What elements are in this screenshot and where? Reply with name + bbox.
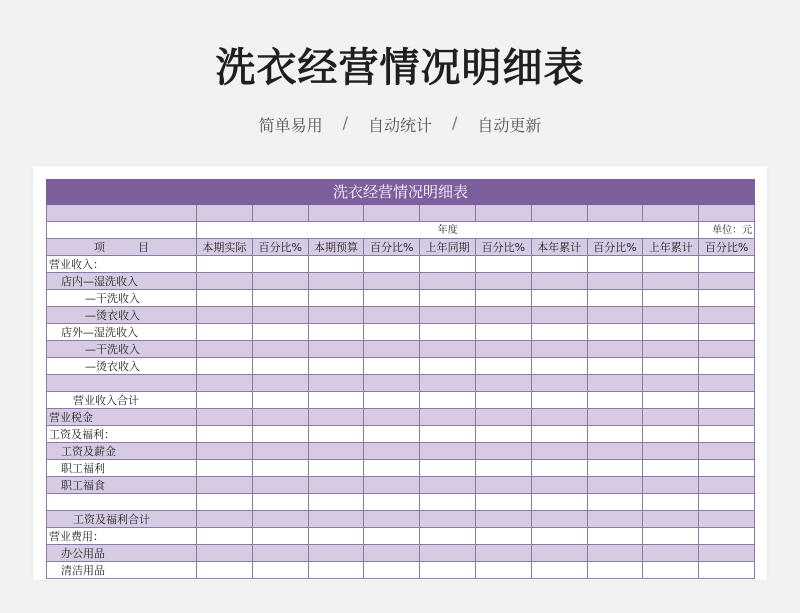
- cell[interactable]: [252, 545, 308, 562]
- cell[interactable]: [420, 273, 476, 290]
- row-label[interactable]: 工资及福利：: [47, 426, 197, 443]
- row-label[interactable]: 工资及薪金: [47, 443, 197, 460]
- cell[interactable]: [531, 273, 587, 290]
- cell[interactable]: [308, 528, 364, 545]
- cell[interactable]: [531, 426, 587, 443]
- cell[interactable]: [643, 477, 699, 494]
- cell[interactable]: [587, 562, 643, 579]
- cell[interactable]: [364, 545, 420, 562]
- cell[interactable]: [308, 256, 364, 273]
- cell[interactable]: [308, 290, 364, 307]
- cell[interactable]: [699, 273, 755, 290]
- cell[interactable]: [308, 307, 364, 324]
- row-label[interactable]: 工资及福利合计: [47, 511, 197, 528]
- cell[interactable]: [364, 426, 420, 443]
- cell[interactable]: [475, 545, 531, 562]
- cell[interactable]: [643, 562, 699, 579]
- cell[interactable]: [531, 409, 587, 426]
- cell[interactable]: [475, 392, 531, 409]
- cell[interactable]: [587, 545, 643, 562]
- cell[interactable]: [643, 358, 699, 375]
- tag-auto-update: 自动更新: [477, 116, 542, 135]
- cell[interactable]: [364, 562, 420, 579]
- cell[interactable]: [364, 307, 420, 324]
- cell[interactable]: [643, 375, 699, 392]
- cell[interactable]: [252, 562, 308, 579]
- row-label[interactable]: —烫衣收入: [47, 358, 197, 375]
- cell[interactable]: [643, 392, 699, 409]
- cell[interactable]: [197, 460, 253, 477]
- column-header[interactable]: 本期预算: [308, 239, 364, 256]
- cell[interactable]: [531, 443, 587, 460]
- cell[interactable]: [364, 341, 420, 358]
- cell[interactable]: [420, 511, 476, 528]
- cell[interactable]: [420, 426, 476, 443]
- cell[interactable]: [364, 273, 420, 290]
- cell[interactable]: [197, 409, 253, 426]
- year-row: [47, 222, 755, 239]
- cell[interactable]: [197, 307, 253, 324]
- cell[interactable]: [699, 290, 755, 307]
- cell[interactable]: [475, 409, 531, 426]
- cell[interactable]: [420, 324, 476, 341]
- spacer-row: [47, 205, 755, 222]
- cell[interactable]: [699, 494, 755, 511]
- cell[interactable]: [699, 477, 755, 494]
- cell[interactable]: [475, 477, 531, 494]
- year-label[interactable]: 年度: [197, 222, 699, 239]
- cell[interactable]: [531, 494, 587, 511]
- row-label[interactable]: [47, 375, 197, 392]
- cell[interactable]: [252, 341, 308, 358]
- cell[interactable]: [587, 324, 643, 341]
- row-label[interactable]: 店内—湿洗收入: [47, 273, 197, 290]
- cell[interactable]: [364, 409, 420, 426]
- cell[interactable]: [587, 273, 643, 290]
- column-header[interactable]: 百分比%: [475, 239, 531, 256]
- cell[interactable]: [252, 324, 308, 341]
- cell[interactable]: [420, 290, 476, 307]
- cell[interactable]: [475, 375, 531, 392]
- table-banner: 洗衣经营情况明细表: [47, 180, 755, 205]
- column-header[interactable]: 百分比%: [252, 239, 308, 256]
- cell[interactable]: [420, 409, 476, 426]
- cell[interactable]: [308, 392, 364, 409]
- cell[interactable]: [420, 528, 476, 545]
- cell[interactable]: [699, 528, 755, 545]
- tag-separator: /: [342, 113, 348, 132]
- row-label[interactable]: 店外—湿洗收入: [47, 324, 197, 341]
- cell[interactable]: [475, 562, 531, 579]
- cell[interactable]: [587, 358, 643, 375]
- cell[interactable]: [699, 375, 755, 392]
- row-label[interactable]: 营业税金: [47, 409, 197, 426]
- cell[interactable]: [475, 528, 531, 545]
- cell[interactable]: [587, 392, 643, 409]
- cell[interactable]: [475, 341, 531, 358]
- cell[interactable]: [587, 511, 643, 528]
- cell[interactable]: [587, 341, 643, 358]
- cell[interactable]: [643, 443, 699, 460]
- row-label[interactable]: —烫衣收入: [47, 307, 197, 324]
- cell[interactable]: [643, 545, 699, 562]
- cell[interactable]: [197, 426, 253, 443]
- cell[interactable]: [475, 205, 531, 222]
- table-row: [47, 562, 755, 579]
- cell[interactable]: [475, 324, 531, 341]
- cell[interactable]: [587, 409, 643, 426]
- cell[interactable]: [643, 205, 699, 222]
- table-row: [47, 392, 755, 409]
- item-header[interactable]: 项 目: [47, 239, 197, 256]
- cell[interactable]: [308, 443, 364, 460]
- cell[interactable]: [197, 324, 253, 341]
- cell[interactable]: [587, 256, 643, 273]
- cell[interactable]: [475, 460, 531, 477]
- table-row: [47, 460, 755, 477]
- cell[interactable]: [699, 562, 755, 579]
- cell[interactable]: [531, 324, 587, 341]
- row-label[interactable]: 职工福利: [47, 460, 197, 477]
- cell[interactable]: [252, 392, 308, 409]
- cell[interactable]: [197, 477, 253, 494]
- column-header[interactable]: 百分比%: [699, 239, 755, 256]
- cell[interactable]: [252, 511, 308, 528]
- row-label[interactable]: 职工福食: [47, 477, 197, 494]
- table-row: [47, 426, 755, 443]
- cell[interactable]: [643, 460, 699, 477]
- cell[interactable]: [364, 256, 420, 273]
- cell[interactable]: [252, 477, 308, 494]
- table-row: [47, 358, 755, 375]
- cell[interactable]: [364, 460, 420, 477]
- cell[interactable]: [252, 409, 308, 426]
- cell[interactable]: [364, 358, 420, 375]
- cell[interactable]: [252, 205, 308, 222]
- cell[interactable]: [475, 307, 531, 324]
- cell[interactable]: [643, 409, 699, 426]
- cell[interactable]: [699, 409, 755, 426]
- cell[interactable]: [643, 494, 699, 511]
- table-row: [47, 307, 755, 324]
- table-row: [47, 256, 755, 273]
- table-row: [47, 324, 755, 341]
- cell[interactable]: [420, 477, 476, 494]
- cell[interactable]: [587, 528, 643, 545]
- cell[interactable]: [587, 460, 643, 477]
- cell[interactable]: [699, 460, 755, 477]
- cell[interactable]: [699, 307, 755, 324]
- cell[interactable]: [587, 477, 643, 494]
- cell[interactable]: [308, 409, 364, 426]
- cell[interactable]: [587, 375, 643, 392]
- cell[interactable]: [364, 494, 420, 511]
- cell[interactable]: [420, 205, 476, 222]
- cell[interactable]: [531, 341, 587, 358]
- cell[interactable]: [420, 545, 476, 562]
- column-header[interactable]: 本年累计: [531, 239, 587, 256]
- cell[interactable]: [308, 477, 364, 494]
- cell[interactable]: [420, 341, 476, 358]
- cell[interactable]: [197, 273, 253, 290]
- spreadsheet-preview: [33, 166, 767, 580]
- cell[interactable]: [308, 494, 364, 511]
- row-label[interactable]: —干洗收入: [47, 341, 197, 358]
- cell[interactable]: [531, 528, 587, 545]
- column-header-row: [47, 239, 755, 256]
- cell[interactable]: [475, 511, 531, 528]
- cell[interactable]: [252, 290, 308, 307]
- cell[interactable]: [47, 205, 197, 222]
- unit-label[interactable]: 单位：元: [699, 222, 755, 239]
- cell[interactable]: [252, 273, 308, 290]
- cell[interactable]: [252, 460, 308, 477]
- cell[interactable]: [308, 205, 364, 222]
- cell[interactable]: [531, 511, 587, 528]
- table-row: [47, 341, 755, 358]
- cell[interactable]: [197, 358, 253, 375]
- cell[interactable]: [531, 358, 587, 375]
- table-banner-row: [47, 180, 755, 205]
- cell[interactable]: [699, 426, 755, 443]
- cell[interactable]: [643, 307, 699, 324]
- cell[interactable]: [308, 358, 364, 375]
- cell[interactable]: [699, 443, 755, 460]
- report-table: [46, 179, 755, 579]
- cell[interactable]: [308, 324, 364, 341]
- row-label[interactable]: 营业收入：: [47, 256, 197, 273]
- column-header[interactable]: 上年累计: [643, 239, 699, 256]
- cell[interactable]: [364, 375, 420, 392]
- cell[interactable]: [197, 494, 253, 511]
- cell[interactable]: [197, 528, 253, 545]
- cell[interactable]: [587, 443, 643, 460]
- cell[interactable]: [420, 460, 476, 477]
- cell[interactable]: [364, 290, 420, 307]
- cell[interactable]: [643, 290, 699, 307]
- cell[interactable]: [197, 545, 253, 562]
- cell[interactable]: [587, 426, 643, 443]
- cell[interactable]: [364, 528, 420, 545]
- cell[interactable]: [531, 256, 587, 273]
- cell[interactable]: [531, 545, 587, 562]
- feature-tags: [0, 113, 800, 136]
- cell[interactable]: [252, 256, 308, 273]
- column-header[interactable]: 上年同期: [420, 239, 476, 256]
- cell[interactable]: [364, 511, 420, 528]
- table-row: [47, 494, 755, 511]
- cell[interactable]: [197, 256, 253, 273]
- cell[interactable]: [252, 528, 308, 545]
- cell[interactable]: [699, 324, 755, 341]
- cell[interactable]: [643, 528, 699, 545]
- cell[interactable]: [587, 494, 643, 511]
- cell[interactable]: [587, 205, 643, 222]
- cell[interactable]: [420, 307, 476, 324]
- cell[interactable]: [197, 290, 253, 307]
- cell[interactable]: [531, 562, 587, 579]
- cell[interactable]: [587, 290, 643, 307]
- row-label[interactable]: 清洁用品: [47, 562, 197, 579]
- cell[interactable]: [308, 375, 364, 392]
- table-row: [47, 545, 755, 562]
- cell[interactable]: [420, 562, 476, 579]
- row-label[interactable]: 办公用品: [47, 545, 197, 562]
- cell[interactable]: [475, 426, 531, 443]
- cell[interactable]: [587, 307, 643, 324]
- cell[interactable]: [531, 392, 587, 409]
- tag-easy: 简单易用: [258, 116, 323, 135]
- cell[interactable]: [643, 273, 699, 290]
- cell[interactable]: [197, 392, 253, 409]
- cell[interactable]: [699, 341, 755, 358]
- cell[interactable]: [420, 443, 476, 460]
- cell[interactable]: [252, 375, 308, 392]
- tag-auto-stat: 自动统计: [367, 116, 432, 135]
- cell[interactable]: [699, 392, 755, 409]
- cell[interactable]: [252, 494, 308, 511]
- cell[interactable]: [252, 426, 308, 443]
- cell[interactable]: [475, 290, 531, 307]
- cell[interactable]: [531, 205, 587, 222]
- cell[interactable]: [197, 205, 253, 222]
- cell[interactable]: [308, 273, 364, 290]
- cell[interactable]: [475, 256, 531, 273]
- cell[interactable]: [699, 205, 755, 222]
- cell[interactable]: [643, 341, 699, 358]
- cell[interactable]: [364, 477, 420, 494]
- table-row: [47, 290, 755, 307]
- table-row: [47, 511, 755, 528]
- cell[interactable]: [699, 545, 755, 562]
- cell[interactable]: [420, 256, 476, 273]
- cell[interactable]: [531, 307, 587, 324]
- row-label[interactable]: 营业收入合计: [47, 392, 197, 409]
- table-row: [47, 273, 755, 290]
- cell[interactable]: [364, 443, 420, 460]
- cell[interactable]: [364, 205, 420, 222]
- row-label[interactable]: —干洗收入: [47, 290, 197, 307]
- cell[interactable]: [197, 375, 253, 392]
- cell[interactable]: [699, 358, 755, 375]
- cell[interactable]: [643, 324, 699, 341]
- cell[interactable]: [531, 460, 587, 477]
- cell[interactable]: [308, 341, 364, 358]
- cell[interactable]: [475, 273, 531, 290]
- cell[interactable]: [643, 511, 699, 528]
- page-title: 洗衣经营情况明细表: [215, 45, 585, 91]
- cell[interactable]: [420, 392, 476, 409]
- cell[interactable]: [364, 392, 420, 409]
- cell[interactable]: [252, 307, 308, 324]
- cell[interactable]: [364, 324, 420, 341]
- cell[interactable]: [475, 358, 531, 375]
- cell[interactable]: [531, 375, 587, 392]
- cell[interactable]: [308, 545, 364, 562]
- table-row: [47, 409, 755, 426]
- table-row: [47, 528, 755, 545]
- row-label[interactable]: 营业费用：: [47, 528, 197, 545]
- cell[interactable]: [699, 511, 755, 528]
- cell[interactable]: [197, 443, 253, 460]
- cell[interactable]: [643, 426, 699, 443]
- cell[interactable]: [531, 477, 587, 494]
- cell[interactable]: [197, 562, 253, 579]
- cell[interactable]: [475, 494, 531, 511]
- column-header[interactable]: 本期实际: [197, 239, 253, 256]
- table-row: [47, 477, 755, 494]
- cell[interactable]: [197, 341, 253, 358]
- cell[interactable]: [252, 358, 308, 375]
- column-header[interactable]: 百分比%: [587, 239, 643, 256]
- cell[interactable]: [420, 375, 476, 392]
- cell[interactable]: [308, 511, 364, 528]
- cell[interactable]: [420, 358, 476, 375]
- cell[interactable]: [308, 426, 364, 443]
- tag-separator: /: [452, 113, 458, 132]
- cell[interactable]: [308, 460, 364, 477]
- cell[interactable]: [197, 511, 253, 528]
- cell[interactable]: [47, 222, 197, 239]
- cell[interactable]: [699, 256, 755, 273]
- column-header[interactable]: 百分比%: [364, 239, 420, 256]
- cell[interactable]: [308, 562, 364, 579]
- table-row: [47, 443, 755, 460]
- cell[interactable]: [420, 494, 476, 511]
- cell[interactable]: [475, 443, 531, 460]
- cell[interactable]: [643, 256, 699, 273]
- cell[interactable]: [252, 443, 308, 460]
- cell[interactable]: [531, 290, 587, 307]
- table-row: [47, 375, 755, 392]
- row-label[interactable]: [47, 494, 197, 511]
